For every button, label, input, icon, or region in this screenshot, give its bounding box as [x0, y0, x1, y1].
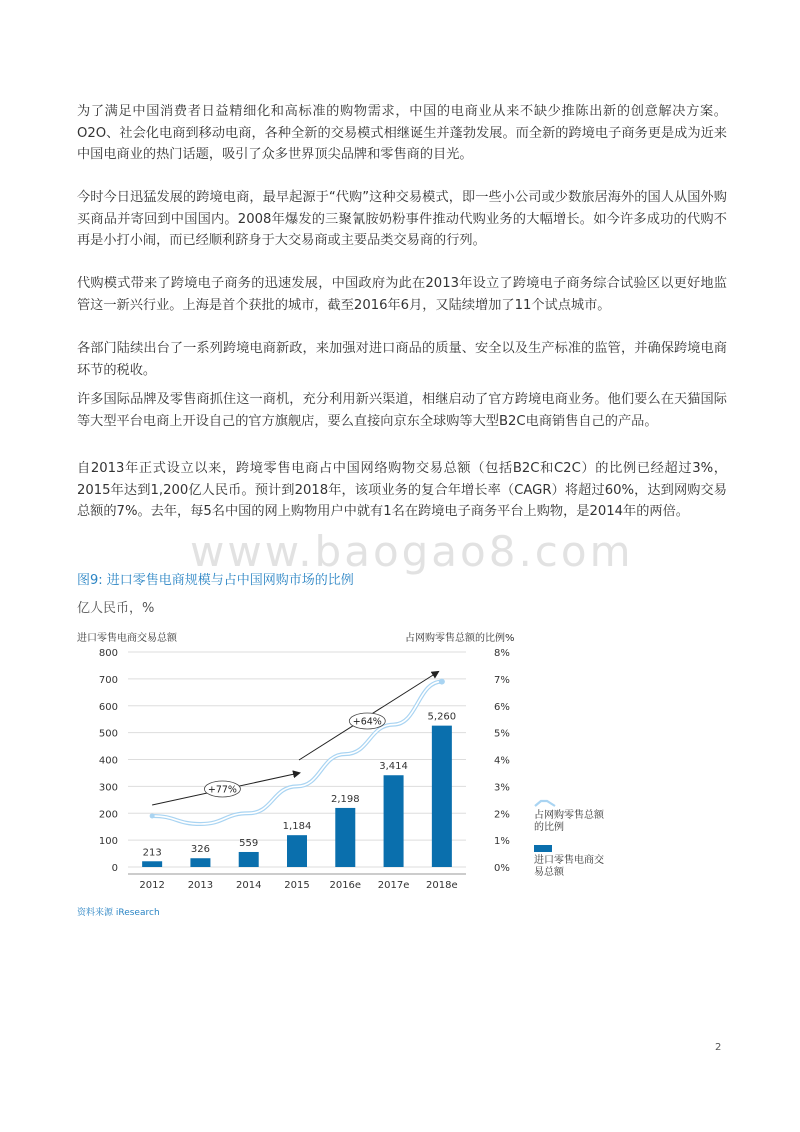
left-tick-label: 300 [98, 782, 118, 794]
paragraph-2: 今时今日迅猛发展的跨境电商，最早起源于“代购”这种交易模式，即一些小公司或少数旅居海外的国人从国外购买商品并寄回到中国国内。2008年爆发的三聚氰胺奶粉事件推动代购业务的大幅增长。如今许多成功的代购不再是小打小闹，而已经顺利跻身于大交易商或主要品类交易商的行列。 [77, 190, 727, 248]
right-axis-ticks [494, 648, 510, 874]
bar [239, 852, 259, 867]
left-tick-label: 600 [98, 701, 118, 713]
bar-value-label: 5,260 [427, 711, 457, 723]
x-tick-label: 2015 [284, 880, 310, 891]
left-axis-title: 进口零售电商交易总额 [77, 633, 177, 644]
growth-label: +64% [352, 716, 382, 728]
right-tick-label: 6% [494, 701, 510, 713]
right-tick-label: 3% [494, 782, 510, 794]
figure-source: 资料来源 iResearch [77, 908, 160, 918]
x-tick-label: 2017e [377, 880, 410, 891]
right-tick-label: 5% [494, 728, 510, 740]
x-tick-label: 2013 [187, 880, 214, 891]
paragraph-5: 许多国际品牌及零售商抓住这一商机，充分利用新兴渠道，相继启动了官方跨境电商业务。他们要么在天猫国际等大型平台电商上开设自己的官方旗舰店，要么直接向京东全球购等大型B2C电商销售自己的产品。 [77, 392, 727, 429]
bar [190, 858, 210, 867]
bar-value-label: 213 [142, 847, 162, 859]
line-point [439, 679, 445, 685]
bar [287, 835, 307, 867]
right-tick-label: 2% [494, 809, 510, 821]
legend-bar-label: 进口零售电商交易总额 [534, 855, 604, 878]
page-number: 2 [715, 1042, 722, 1053]
legend-line [534, 798, 604, 834]
x-tick-label: 2018e [426, 880, 458, 891]
left-tick-label: 500 [98, 728, 118, 740]
x-tick-label: 2016e [329, 880, 362, 891]
right-tick-label: 8% [494, 648, 510, 659]
left-tick-label: 100 [98, 836, 118, 848]
bar-value-label: 3,414 [379, 761, 408, 773]
right-tick-label: 4% [494, 755, 510, 767]
legend-bar-swatch [534, 845, 552, 852]
line-point [150, 813, 155, 818]
bar [432, 726, 452, 867]
bar [335, 808, 355, 867]
legend-line-label: 占网购零售总额的比例 [534, 810, 604, 833]
x-tick-label: 2012 [139, 880, 165, 891]
legend-line-icon [534, 798, 556, 808]
left-tick-label: 0 [111, 863, 118, 874]
right-tick-label: 0% [494, 863, 510, 874]
bar-value-label: 559 [239, 837, 259, 849]
bar-value-label: 2,198 [330, 793, 360, 805]
left-axis-ticks [99, 648, 118, 874]
left-tick-label: 800 [98, 648, 118, 659]
figure-title: 图9: 进口零售电商规模与占中国网购市场的比例 [77, 573, 354, 588]
x-tick-label: 2014 [235, 880, 262, 891]
left-tick-label: 400 [98, 755, 118, 767]
paragraph-1: 为了满足中国消费者日益精细化和高标准的购物需求，中国的电商业从来不缺少推陈出新的创意解决方案。O2O、社会化电商到移动电商，各种全新的交易模式相继诞生并蓬勃发展。而全新的跨境电子商务更是成为近来中国电商业的热门话题，吸引了众多世界顶尖品牌和零售商的目光。 [77, 104, 727, 162]
left-tick-label: 700 [98, 674, 118, 686]
watermark: www.baogao8.com [190, 527, 634, 576]
right-tick-label: 1% [494, 836, 510, 848]
bar-series [142, 726, 452, 867]
bar [384, 775, 404, 867]
growth-label: +77% [207, 784, 237, 796]
right-tick-label: 7% [494, 674, 510, 686]
bar-value-label: 326 [190, 844, 210, 856]
left-tick-label: 200 [98, 809, 118, 821]
legend-bar [534, 845, 604, 879]
paragraph-4: 各部门陆续出台了一系列跨境电商新政，来加强对进口商品的质量、安全以及生产标准的监管，并确保跨境电商环节的税收。 [77, 341, 727, 378]
bar-value-label: 1,184 [282, 821, 312, 833]
paragraph-3: 代购模式带来了跨境电子商务的迅速发展，中国政府为此在2013年设立了跨境电子商务综合试验区以更好地监管这一新兴行业。上海是首个获批的城市，截至2016年6月，又陆续增加了11个试点城市。 [77, 276, 727, 313]
paragraph-6: 自2013年正式设立以来，跨境零售电商占中国网络购物交易总额（包括B2C和C2C）的比例已经超过3%，2015年达到1,200亿人民币。预计到2018年，该项业务的复合年增长率（CAGR）将超过60%，达到网购交易总额的7%。去年，每5名中国的网上购物用户中就有1名在跨境电子商务平台上购物，是2014年的两倍。 [77, 461, 727, 519]
figure-unit: 亿人民币，% [77, 601, 155, 616]
right-axis-title: 占网购零售总额的比例% [405, 633, 515, 644]
x-axis-labels [139, 880, 457, 891]
bar [142, 861, 162, 867]
